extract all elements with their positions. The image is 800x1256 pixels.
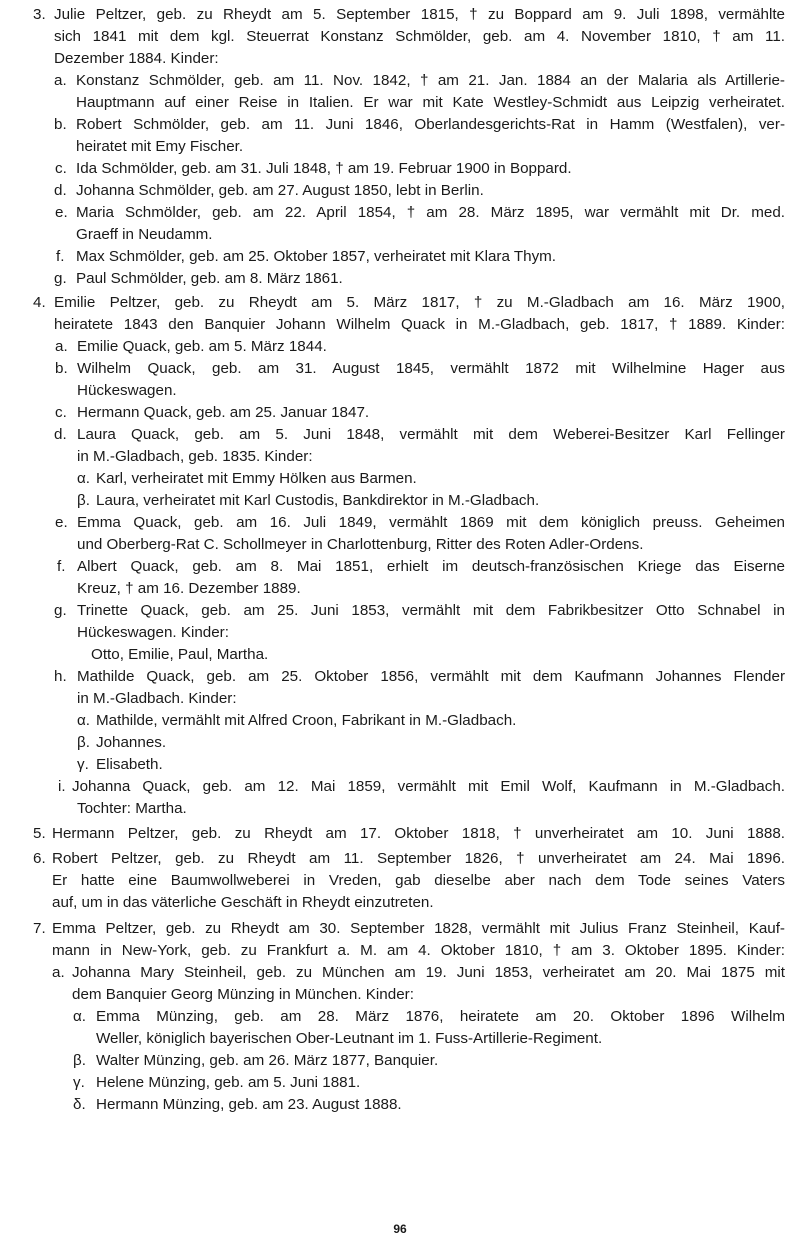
text-line: Johanna Schmölder, geb. am 27. August 1850, lebt in Berlin. (76, 182, 484, 199)
list-marker: 7. (33, 920, 46, 937)
text-line: Emilie Peltzer, geb. zu Rheydt am 5. März 1817, † zu M.-Gladbach am 16. März 1900, (54, 294, 785, 311)
text-line: Hückeswagen. (77, 382, 177, 399)
list-marker: f. (56, 248, 65, 265)
list-marker: h. (54, 668, 67, 685)
text-line: Johanna Quack, geb. am 12. Mai 1859, vermählt mit Emil Wolf, Kaufmann in M.-Gladbach. (72, 778, 785, 795)
text-line: Max Schmölder, geb. am 25. Oktober 1857, verheiratet mit Klara Thym. (76, 248, 557, 265)
list-marker: β. (77, 492, 90, 509)
list-marker: c. (55, 160, 67, 177)
list-marker: i. (58, 778, 66, 795)
list-marker: 6. (33, 850, 46, 867)
list-marker: γ. (73, 1074, 85, 1091)
text-line: Mathilde Quack, geb. am 25. Oktober 1856, vermählt mit dem Kaufmann Johannes Flender (77, 668, 785, 685)
text-line: Hückeswagen. Kinder: (77, 624, 229, 641)
text-line: Walter Münzing, geb. am 26. März 1877, Banquier. (96, 1052, 439, 1069)
text-line: Albert Quack, geb. am 8. Mai 1851, erhielt im deutsch-französischen Kriege das Eiserne (77, 558, 785, 575)
text-line: in M.-Gladbach, geb. 1835. Kinder: (77, 448, 313, 465)
list-marker: e. (55, 204, 68, 221)
text-line: Elisabeth. (96, 756, 163, 773)
text-line: dem Banquier Georg Münzing in München. Kinder: (72, 986, 414, 1003)
text-line: Paul Schmölder, geb. am 8. März 1861. (76, 270, 343, 287)
text-line: Wilhelm Quack, geb. am 31. August 1845, vermählt 1872 mit Wilhelmine Hager aus (77, 360, 785, 377)
text-line: Graeff in Neudamm. (76, 226, 213, 243)
text-line: mann in New-York, geb. zu Frankfurt a. M. am 4. Oktober 1810, † am 3. Oktober 1895. Kinder: (52, 942, 785, 959)
list-marker: α. (73, 1008, 86, 1025)
text-line: Konstanz Schmölder, geb. am 11. Nov. 1842, † am 21. Jan. 1884 an der Malaria als Artillerie- (76, 72, 785, 89)
list-marker: β. (77, 734, 90, 751)
text-line: und Oberberg-Rat C. Schollmeyer in Charlottenburg, Ritter des Roten Adler-Ordens. (77, 536, 644, 553)
text-line: Laura Quack, geb. am 5. Juni 1848, vermählt mit dem Weberei-Besitzer Karl Fellinger (77, 426, 785, 443)
list-marker: b. (55, 360, 68, 377)
list-marker: g. (54, 270, 67, 287)
text-line: Robert Peltzer, geb. zu Rheydt am 11. September 1826, † unverheiratet am 24. Mai 1896. (52, 850, 785, 867)
text-line: sich 1841 mit dem kgl. Steuerrat Konstanz Schmölder, geb. am 4. November 1810, † am 11. (54, 28, 785, 45)
list-marker: 4. (33, 294, 46, 311)
text-line: Dezember 1884. Kinder: (54, 50, 219, 67)
text-line: Laura, verheiratet mit Karl Custodis, Bankdirektor in M.-Gladbach. (96, 492, 540, 509)
text-line: Hauptmann auf einer Reise in Italien. Er war mit Kate Westley-Schmidt aus Leipzig verheiratet. (76, 94, 785, 111)
text-line: Emilie Quack, geb. am 5. März 1844. (77, 338, 327, 355)
text-line: Tochter: Martha. (77, 800, 187, 817)
text-line: Robert Schmölder, geb. am 11. Juni 1846, Oberlandesgerichts-Rat in Hamm (Westfalen), ver- (76, 116, 785, 133)
list-marker: 3. (33, 6, 46, 23)
text-line: Otto, Emilie, Paul, Martha. (91, 646, 269, 663)
text-line: auf, um in das väterliche Geschäft in Rheydt einzutreten. (52, 894, 434, 911)
list-marker: β. (73, 1052, 86, 1069)
text-line: Hermann Münzing, geb. am 23. August 1888. (96, 1096, 402, 1113)
list-marker: γ. (77, 756, 89, 773)
list-marker: a. (54, 72, 67, 89)
text-line: Hermann Quack, geb. am 25. Januar 1847. (77, 404, 370, 421)
text-line: Johanna Mary Steinheil, geb. zu München am 19. Juni 1853, verheiratet am 20. Mai 1875 mit (72, 964, 785, 981)
list-marker: d. (54, 426, 67, 443)
list-marker: a. (52, 964, 65, 981)
text-line: Helene Münzing, geb. am 5. Juni 1881. (96, 1074, 361, 1091)
text-line: Weller, königlich bayerischen Ober-Leutnant im 1. Fuss-Artillerie-Regiment. (96, 1030, 603, 1047)
list-marker: b. (54, 116, 67, 133)
list-marker: α. (77, 712, 90, 729)
page-number: 96 (393, 1222, 407, 1236)
text-line: Emma Münzing, geb. am 28. März 1876, heiratete am 20. Oktober 1896 Wilhelm (96, 1008, 785, 1025)
list-marker: g. (54, 602, 67, 619)
list-marker: d. (54, 182, 67, 199)
text-line: Ida Schmölder, geb. am 31. Juli 1848, † am 19. Februar 1900 in Boppard. (76, 160, 572, 177)
text-line: Julie Peltzer, geb. zu Rheydt am 5. September 1815, † zu Boppard am 9. Juli 1898, vermählte (54, 6, 785, 23)
list-marker: δ. (73, 1096, 86, 1113)
text-line: Johannes. (96, 734, 167, 751)
list-marker: a. (55, 338, 68, 355)
list-marker: c. (55, 404, 67, 421)
text-line: Kreuz, † am 16. Dezember 1889. (77, 580, 301, 597)
text-line: Emma Quack, geb. am 16. Juli 1849, vermählt 1869 mit dem königlich preuss. Geheimen (77, 514, 785, 531)
text-line: in M.-Gladbach. Kinder: (77, 690, 237, 707)
text-line: heiratet mit Emy Fischer. (76, 138, 244, 155)
text-line: heiratete 1843 den Banquier Johann Wilhelm Quack in M.-Gladbach, geb. 1817, † 1889. Kinder: (54, 316, 785, 333)
list-marker: f. (57, 558, 66, 575)
text-line: Emma Peltzer, geb. zu Rheydt am 30. September 1828, vermählt mit Julius Franz Steinheil, Kauf- (52, 920, 785, 937)
text-line: Karl, verheiratet mit Emmy Hölken aus Barmen. (96, 470, 417, 487)
list-marker: e. (55, 514, 68, 531)
text-line: Hermann Peltzer, geb. zu Rheydt am 17. Oktober 1818, † unverheiratet am 10. Juni 1888. (52, 825, 785, 842)
list-marker: 5. (33, 825, 46, 842)
text-line: Er hatte eine Baumwollweberei in Vreden, gab dieselbe aber nach dem Tode seines Vaters (52, 872, 785, 889)
text-line: Mathilde, vermählt mit Alfred Croon, Fabrikant in M.-Gladbach. (96, 712, 517, 729)
list-marker: α. (77, 470, 90, 487)
text-line: Trinette Quack, geb. am 25. Juni 1853, vermählt mit dem Fabrikbesitzer Otto Schnabel in (77, 602, 785, 619)
text-line: Maria Schmölder, geb. am 22. April 1854, † am 28. März 1895, war vermählt mit Dr. med. (76, 204, 785, 221)
